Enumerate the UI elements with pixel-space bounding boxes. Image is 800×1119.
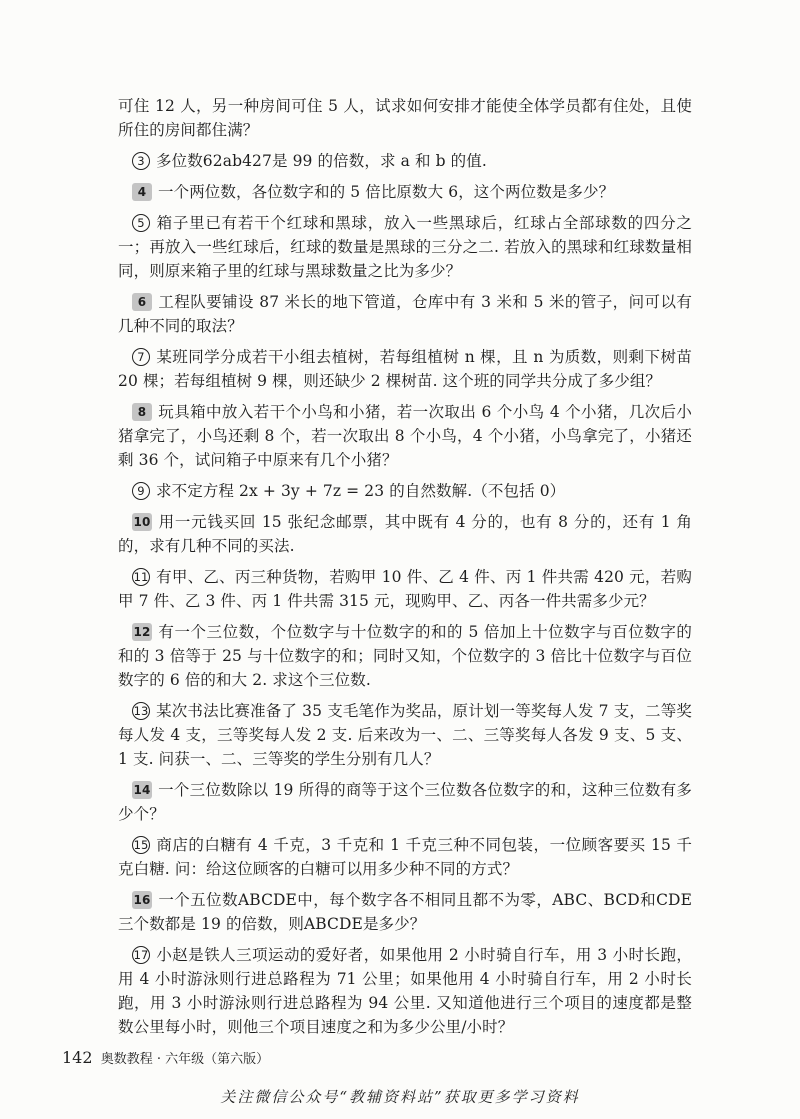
problem-text: 某次书法比赛准备了 35 支毛笔作为奖品，原计划一等奖每人发 7 支，二等奖每人发 4 支，三等奖每人发 2 支. 后来改为一、二、三等奖每人各发 9 支、5 支、1 支. 问获一、二、三等奖的学生分别有几人？ — [118, 702, 692, 768]
problem-text: 玩具箱中放入若干个小鸟和小猪，若一次取出 6 个小鸟 4 个小猪，几次后小猪拿完了，小鸟还剩 8 个，若一次取出 8 个小鸟，4 个小猪，小鸟拿完了，小猪还剩 36 个，试问箱子中原来有几个小猪？ — [118, 403, 692, 469]
problem-text: 一个三位数除以 19 所得的商等于这个三位数各位数字的和，这种三位数有多少个？ — [118, 781, 692, 823]
problem-item — [118, 778, 692, 826]
continuation-paragraph: 可住 12 人，另一种房间可住 5 人，试求如何安排才能使全体学员都有住处，且使所住的房间都住满？ — [118, 97, 692, 139]
problem-number-badge: 11 — [133, 570, 149, 584]
problem-item — [118, 479, 692, 503]
problem-number-badge: 13 — [133, 704, 149, 718]
problem-number-badge: 15 — [133, 838, 149, 852]
problem-number-badge: 12 — [133, 625, 151, 639]
problem-item — [118, 290, 692, 338]
problem-item — [118, 211, 692, 283]
problem-item — [118, 888, 692, 936]
problem-item — [118, 699, 692, 771]
problem-item — [118, 620, 692, 692]
problem-text: 有甲、乙、丙三种货物，若购甲 10 件、乙 4 件、丙 1 件共需 420 元，若购甲 7 件、乙 3 件、丙 1 件共需 315 元，现购甲、乙、丙各一件共需多少元？ — [118, 568, 692, 610]
problem-item — [118, 180, 692, 204]
problem-text: 小赵是铁人三项运动的爱好者，如果他用 2 小时骑自行车，用 3 小时长跑，用 4 小时游泳则行进总路程为 71 公里；如果他用 4 小时骑自行车，用 2 小时长跑，用 3 小时游泳则行进总路程为 94 公里. 又知道他进行三个项目的速度都是整数公里每小时，则他三个项目速度之和为多少公里/小时？ — [118, 946, 692, 1036]
problem-number-badge: 5 — [132, 214, 150, 232]
problem-text: 商店的白糖有 4 千克，3 千克和 1 千克三种不同包装，一位顾客要买 15 千克白糖. 问：给这位顾客的白糖可以用多少种不同的方式？ — [118, 836, 692, 878]
problem-text: 有一个三位数，个位数字与十位数字的和的 5 倍加上十位数字与百位数字的和的 3 倍等于 25 与十位数字的和；同时又知，个位数字的 3 倍比十位数字与百位数字的 6 倍的和大 2. 求这个三位数. — [118, 623, 692, 689]
page-number: 142 — [62, 1048, 93, 1067]
page-footer — [62, 1048, 269, 1067]
problem-number-badge: 10 — [133, 515, 151, 529]
problem-number-badge: 17 — [133, 948, 149, 962]
problem-list — [118, 149, 692, 1039]
problem-number-badge: 16 — [133, 893, 151, 907]
problem-number-badge: 6 — [132, 293, 152, 311]
watermark-text: 关注微信公众号“教辅资料站”获取更多学习资料 — [220, 1088, 580, 1106]
problem-item — [118, 400, 692, 472]
problem-number-badge: 4 — [132, 183, 152, 201]
problem-item — [118, 833, 692, 881]
book-title: 奥数教程 · 六年级（第六版） — [100, 1052, 270, 1067]
problem-item — [118, 565, 692, 613]
problem-number-badge: 14 — [133, 783, 151, 797]
problem-item — [118, 149, 692, 173]
page-body — [118, 94, 692, 1046]
problem-text: 一个两位数，各位数字和的 5 倍比原数大 6，这个两位数是多少？ — [158, 183, 615, 201]
problem-text: 某班同学分成若干小组去植树，若每组植树 n 棵，且 n 为质数，则剩下树苗 20 棵；若每组植树 9 棵，则还缺少 2 棵树苗. 这个班的同学共分成了多少组？ — [118, 348, 692, 390]
problem-text: 多位数62ab427是 99 的倍数，求 a 和 b 的值. — [156, 152, 487, 170]
problem-text: 求不定方程 2x + 3y + 7z = 23 的自然数解.（不包括 0） — [156, 482, 566, 500]
problem-text: 用一元钱买回 15 张纪念邮票，其中既有 4 分的，也有 8 分的，还有 1 角的，求有几种不同的买法. — [118, 513, 692, 555]
problem-text: 一个五位数ABCDE中，每个数字各不相同且都不为零，ABC、BCD和CDE三个数都是 19 的倍数，则ABCDE是多少？ — [118, 891, 692, 933]
problem-item — [118, 510, 692, 558]
problem-number-badge: 9 — [132, 482, 150, 500]
problem-text: 工程队要铺设 87 米长的地下管道，仓库中有 3 米和 5 米的管子，问可以有几种不同的取法？ — [118, 293, 692, 335]
problem-item — [118, 345, 692, 393]
problem-item — [118, 943, 692, 1039]
problem-number-badge: 3 — [132, 152, 150, 170]
problem-number-badge: 8 — [132, 403, 152, 421]
problem-text: 箱子里已有若干个红球和黑球，放入一些黑球后，红球占全部球数的四分之一；再放入一些红球后，红球的数量是黑球的三分之二. 若放入的黑球和红球数量相同，则原来箱子里的红球与黑球数量之比为多少？ — [118, 214, 692, 280]
problem-number-badge: 7 — [132, 348, 150, 366]
